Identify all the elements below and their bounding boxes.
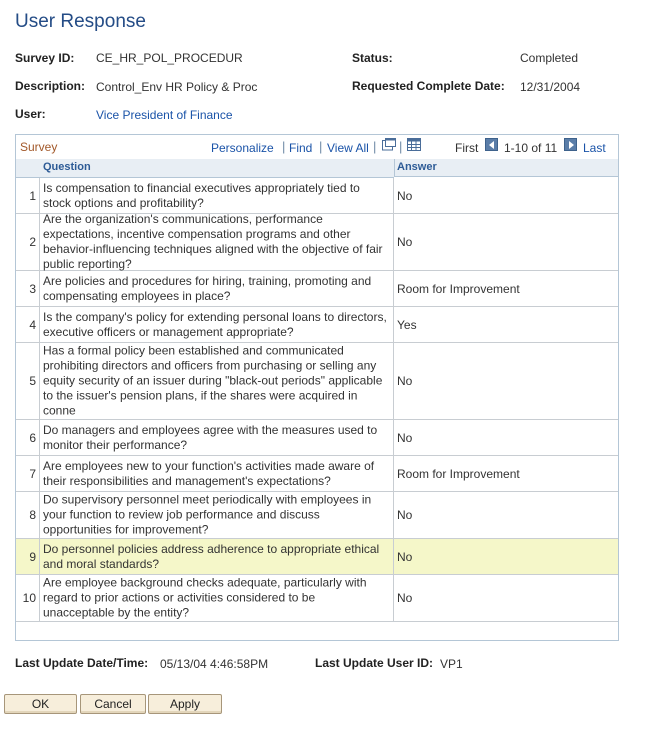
table-row[interactable] [16, 307, 618, 343]
table-row[interactable] [16, 178, 618, 214]
row-number: 10 [22, 591, 36, 605]
row-number: 4 [29, 317, 36, 332]
separator: | [282, 139, 286, 154]
answer-cell [394, 214, 618, 270]
table-row[interactable] [16, 343, 618, 420]
question-cell [40, 575, 394, 621]
answer-cell [394, 420, 618, 455]
question-cell [40, 307, 394, 342]
survey-grid [15, 134, 619, 641]
apply-button[interactable]: Apply [148, 694, 222, 714]
separator: | [319, 139, 323, 154]
separator: | [399, 139, 403, 154]
survey-id-value: CE_HR_POL_PROCEDUR [96, 51, 243, 65]
row-number-cell [16, 307, 40, 342]
first-label: First [455, 141, 479, 155]
row-number: 8 [29, 508, 36, 522]
table-row[interactable] [16, 539, 618, 575]
row-number: 3 [29, 281, 36, 296]
answer-text: No [397, 549, 413, 564]
table-row[interactable] [16, 271, 618, 307]
row-number-cell [16, 420, 40, 455]
answer-text: Yes [397, 317, 417, 332]
question-cell [40, 539, 394, 574]
question-cell [40, 214, 394, 270]
row-number: 9 [29, 549, 36, 564]
grid-title: Survey [20, 140, 58, 154]
row-number-cell [16, 539, 40, 574]
answer-cell [394, 539, 618, 574]
question-cell [40, 343, 394, 419]
table-row[interactable] [16, 214, 618, 271]
answer-text: No [397, 591, 413, 605]
row-range: 1-10 of 11 [504, 141, 558, 155]
question-cell [40, 420, 394, 455]
question-cell [40, 271, 394, 306]
answer-cell [394, 307, 618, 342]
question-text: Do supervisory personnel meet periodically with employees in your function to review job performance and discuss opportunities for improvement? [43, 492, 372, 537]
row-number: 7 [29, 466, 36, 481]
view-all-link[interactable]: View All [327, 141, 369, 155]
question-text: Are employee background checks adequate, particularly with regard to prior actions or activities considered to be unacceptable by the entity? [43, 575, 367, 620]
row-number-cell [16, 214, 40, 270]
answer-text: No [397, 508, 413, 522]
table-row[interactable] [16, 492, 618, 539]
row-number-cell [16, 575, 40, 621]
question-text: Are the organization's communications, performance expectations, incentive compensation programs and other behavior-influencing techniques aligned with the objective of fair public reporting? [43, 212, 383, 271]
question-text: Has a formal policy been established and communicated prohibiting directors and officers from purchasing or selling any equity security of an issuer during "black-out periods" applicable to the issuer's pension plans, if the shares were acquired in conne [43, 343, 383, 418]
zoom-window-icon[interactable] [382, 138, 396, 151]
question-text: Is compensation to financial executives appropriately tied to stock options and profitability? [43, 180, 360, 210]
answer-text: No [397, 374, 413, 388]
answer-text: Room for Improvement [397, 466, 520, 481]
answer-text: No [397, 235, 413, 249]
ok-button[interactable]: OK [4, 694, 77, 714]
table-row[interactable] [16, 456, 618, 492]
answer-cell [394, 178, 618, 213]
column-header-question-label: Question [43, 161, 91, 173]
status-label: Status: [352, 51, 393, 65]
spreadsheet-download-icon[interactable] [407, 138, 421, 151]
last-link[interactable]: Last [583, 141, 606, 155]
table-row[interactable] [16, 420, 618, 456]
row-number: 2 [29, 235, 36, 249]
user-link[interactable]: Vice President of Finance [96, 108, 233, 122]
description-label: Description: [15, 79, 86, 93]
row-number-cell [16, 492, 40, 538]
survey-id-label: Survey ID: [15, 51, 75, 65]
question-text: Do managers and employees agree with the measures used to monitor their performance? [43, 422, 378, 452]
grid-header [16, 135, 618, 160]
row-number-cell [16, 178, 40, 213]
question-text: Is the company's policy for extending personal loans to directors, executive officers or management appropriate? [43, 309, 387, 339]
next-arrow-icon[interactable] [564, 138, 577, 151]
question-cell [40, 456, 394, 491]
row-number-cell [16, 271, 40, 306]
question-text: Do personnel policies address adherence to appropriate ethical and moral standards? [43, 541, 380, 571]
question-text: Are employees new to your function's activities made aware of their responsibilities and management's expectations? [43, 458, 375, 488]
column-header-question[interactable] [16, 159, 394, 178]
personalize-link[interactable]: Personalize [211, 141, 274, 155]
row-number: 1 [29, 188, 36, 203]
row-number: 6 [29, 430, 36, 445]
separator: | [373, 139, 377, 154]
table-row[interactable] [16, 575, 618, 622]
row-number: 5 [29, 374, 36, 388]
answer-cell [394, 343, 618, 419]
description-value: Control_Env HR Policy & Proc [96, 80, 258, 94]
requested-date-label: Requested Complete Date: [352, 79, 505, 93]
last-update-label: Last Update Date/Time: [15, 656, 149, 670]
answer-text: Room for Improvement [397, 281, 520, 296]
page-title: User Response [15, 11, 146, 32]
question-cell [40, 492, 394, 538]
answer-cell [394, 575, 618, 621]
question-cell [40, 178, 394, 213]
answer-text: No [397, 430, 413, 445]
status-value: Completed [520, 51, 579, 65]
answer-text: No [397, 188, 413, 203]
row-number-cell [16, 343, 40, 419]
last-update-value: 05/13/04 4:46:58PM [160, 657, 269, 671]
answer-cell [394, 492, 618, 538]
column-header-answer[interactable] [394, 159, 618, 177]
answer-cell [394, 456, 618, 491]
requested-date-value: 12/31/2004 [520, 80, 581, 94]
last-user-label: Last Update User ID: [315, 656, 434, 670]
column-header-answer-label: Answer [397, 161, 437, 173]
user-label: User: [15, 107, 46, 121]
previous-arrow-icon[interactable] [485, 138, 498, 151]
row-number-cell [16, 456, 40, 491]
question-text: Are policies and procedures for hiring, training, promoting and compensating employees in place? [43, 273, 372, 303]
cancel-button[interactable]: Cancel [80, 694, 146, 714]
find-link[interactable]: Find [289, 141, 313, 155]
answer-cell [394, 271, 618, 306]
last-user-value: VP1 [440, 657, 463, 671]
